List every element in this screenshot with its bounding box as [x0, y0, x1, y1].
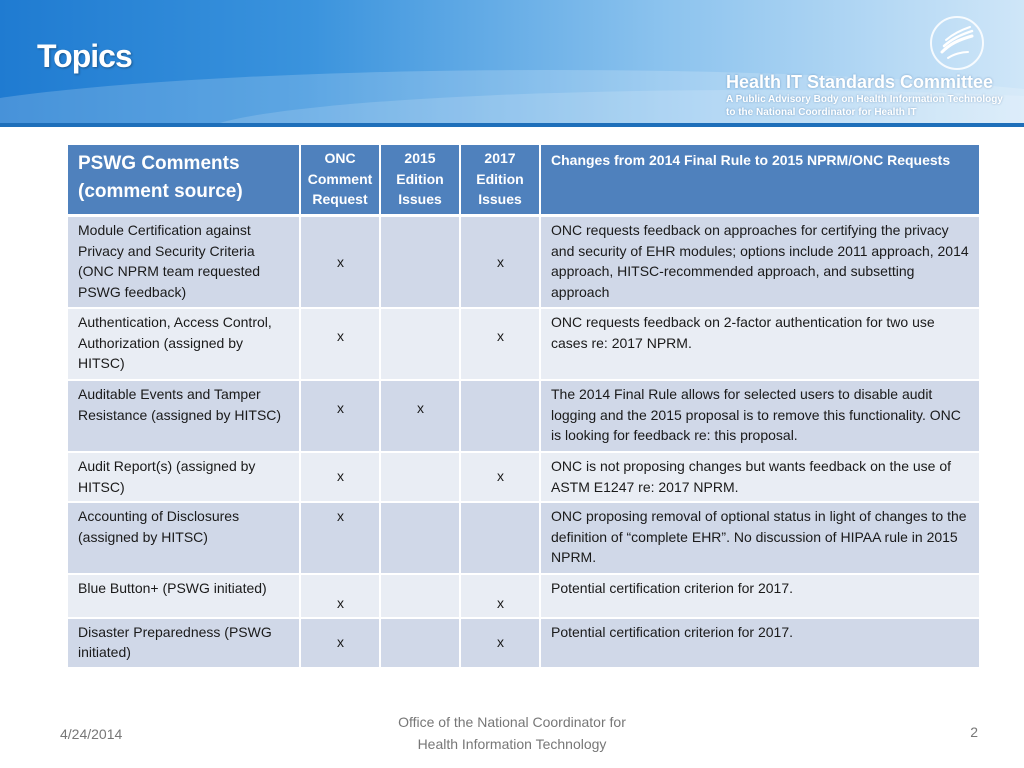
- header-onc-request: ONC Comment Request: [301, 145, 381, 217]
- footer-org-line-1: Office of the National Coordinator for: [398, 714, 626, 730]
- row-2015-mark: [381, 453, 461, 503]
- row-topic: Authentication, Access Control, Authorization (assigned by HITSC): [68, 309, 301, 381]
- row-onc-request-mark: x: [301, 503, 381, 575]
- page-number: 2: [970, 724, 978, 740]
- table-header-row: [68, 145, 979, 217]
- table-row: [68, 217, 979, 309]
- header-2015-edition: 2015 Edition Issues: [381, 145, 461, 217]
- row-2015-mark: [381, 503, 461, 575]
- row-2015-mark: [381, 575, 461, 619]
- row-onc-request-mark: x: [301, 309, 381, 381]
- row-onc-request-mark: x: [301, 619, 381, 669]
- committee-subtitle: [726, 93, 1003, 119]
- header-2017-edition: 2017 Edition Issues: [461, 145, 541, 217]
- committee-subtitle-line-2: to the National Coordinator for Health IT: [726, 107, 917, 118]
- row-topic: Module Certification against Privacy and Security Criteria (ONC NPRM team requested PSWG feedback): [68, 217, 301, 309]
- row-changes: ONC proposing removal of optional status in light of changes to the definition of “complete EHR”. No discussion of HIPAA rule in 2015 NPRM.: [541, 503, 979, 575]
- row-topic: Audit Report(s) (assigned by HITSC): [68, 453, 301, 503]
- footer-org-line-2: Health Information Technology: [417, 736, 607, 752]
- row-topic: Accounting of Disclosures (assigned by HITSC): [68, 503, 301, 575]
- row-2017-mark: [461, 503, 541, 575]
- slide-title: Topics: [37, 38, 132, 74]
- row-2017-mark: x: [461, 453, 541, 503]
- row-2017-mark: x: [461, 619, 541, 669]
- row-changes: ONC requests feedback on 2-factor authentication for two use cases re: 2017 NPRM.: [541, 309, 979, 381]
- row-onc-request-mark: x: [301, 453, 381, 503]
- row-changes: ONC is not proposing changes but wants feedback on the use of ASTM E1247 re: 2017 NPRM.: [541, 453, 979, 503]
- table-row: [68, 503, 979, 575]
- table-row: [68, 309, 979, 381]
- row-2017-mark: x: [461, 309, 541, 381]
- row-2015-mark: x: [381, 381, 461, 453]
- hhs-eagle-logo-icon: [928, 14, 986, 72]
- header-changes: Changes from 2014 Final Rule to 2015 NPRM/ONC Requests: [541, 145, 979, 217]
- row-changes: Potential certification criterion for 2017.: [541, 619, 979, 669]
- row-changes: The 2014 Final Rule allows for selected users to disable audit logging and the 2015 proposal is to remove this functionality. ONC is looking for feedback re: this proposal.: [541, 381, 979, 453]
- header-topic: PSWG Comments (comment source): [68, 145, 301, 217]
- row-2015-mark: [381, 309, 461, 381]
- table-row: [68, 453, 979, 503]
- row-2017-mark: [461, 381, 541, 453]
- row-changes: Potential certification criterion for 2017.: [541, 575, 979, 619]
- row-2015-mark: [381, 619, 461, 669]
- topics-table: [68, 145, 979, 669]
- row-changes: ONC requests feedback on approaches for certifying the privacy and security of EHR modules; options include 2011 approach, 2014 approach, HITSC-recommended approach, and subsetting approach: [541, 217, 979, 309]
- row-onc-request-mark: x: [301, 217, 381, 309]
- table-row: [68, 619, 979, 669]
- row-2017-mark: x: [461, 575, 541, 619]
- header-divider: [0, 123, 1024, 127]
- table-row: [68, 575, 979, 619]
- row-2017-mark: x: [461, 217, 541, 309]
- row-topic-text: Disaster Preparedness (PSWG initiated): [78, 623, 272, 660]
- table-row: [68, 381, 979, 453]
- row-2015-mark: [381, 217, 461, 309]
- row-onc-request-mark: x: [301, 575, 381, 619]
- committee-subtitle-line-1: A Public Advisory Body on Health Information Technology: [726, 94, 1003, 105]
- footer-date: 4/24/2014: [60, 726, 123, 742]
- row-topic: Auditable Events and Tamper Resistance (assigned by HITSC): [68, 381, 301, 453]
- row-onc-request-mark: x: [301, 381, 381, 453]
- row-topic: [68, 619, 301, 669]
- row-topic: Blue Button+ (PSWG initiated): [68, 575, 301, 619]
- committee-name: Health IT Standards Committee: [726, 72, 994, 92]
- footer-organization: [362, 711, 662, 755]
